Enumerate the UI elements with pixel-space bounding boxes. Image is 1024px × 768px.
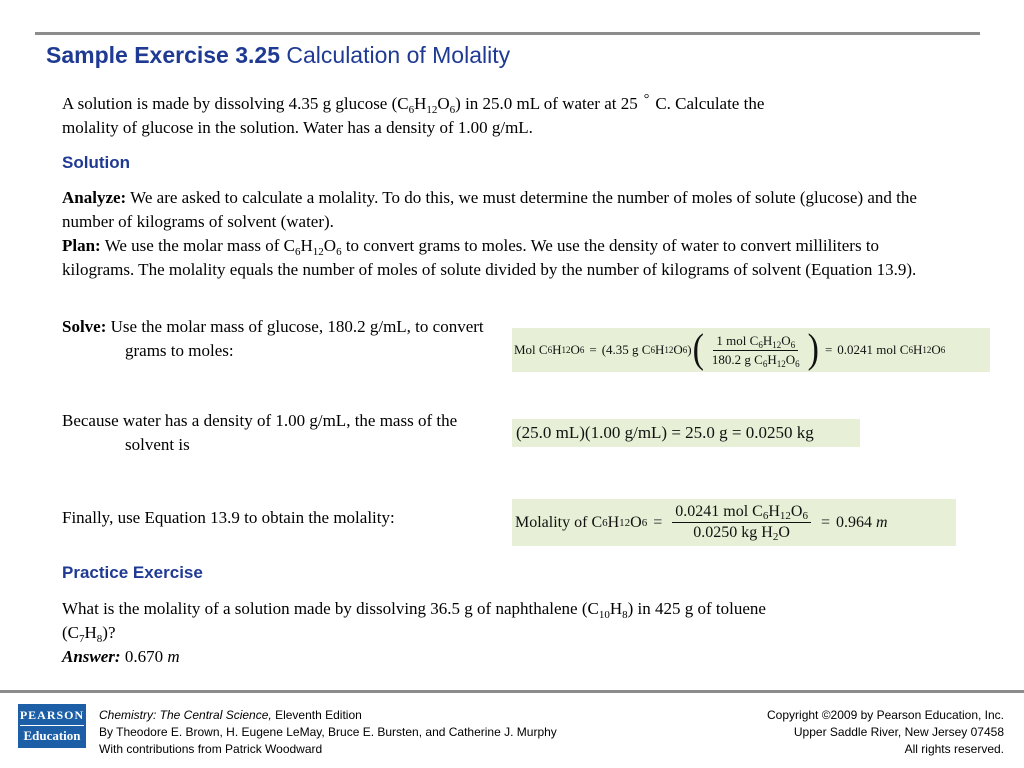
solution-heading: Solution (62, 153, 130, 172)
slide-title (46, 42, 510, 69)
solve-paragraph (62, 315, 502, 363)
practice-text: )? (102, 623, 116, 642)
subscript: 8 (96, 633, 103, 645)
eq-text: Mol C (514, 342, 548, 357)
copyright-line: Copyright ©2009 by Pearson Education, Inc. (767, 708, 1004, 722)
equals-sign: = (824, 342, 833, 357)
answer-unit: m (167, 647, 180, 666)
subscript: 6 (336, 246, 342, 258)
plan-label: Plan: (62, 236, 101, 255)
plan-text: H (300, 236, 313, 255)
subscript: 12 (312, 246, 324, 258)
subscript: 6 (295, 246, 301, 258)
logo-text-bottom: Education (23, 728, 81, 743)
equals-sign: = (820, 513, 830, 531)
eq-text: O (673, 342, 683, 357)
analyze-label: Analyze: (62, 188, 127, 207)
molality-paragraph: Finally, use Equation 13.9 to obtain the molality: (62, 508, 395, 527)
subscript: 7 (79, 633, 85, 645)
eq-text: O (570, 342, 580, 357)
solve-text: Use the molar mass of glucose, 180.2 g/mL, to convert grams to moles: (110, 317, 484, 360)
conversion-fraction (709, 333, 803, 368)
publisher-address: Upper Saddle River, New Jersey 07458 (793, 725, 1004, 739)
equation-solvent-mass (512, 419, 860, 447)
molality-fraction (672, 503, 811, 542)
problem-text-line2: molality of glucose in the solution. Water has a density of 1.00 g/mL. (62, 118, 533, 137)
book-title: Chemistry: The Central Science, (99, 708, 272, 722)
rights-reserved: All rights reserved. (904, 742, 1004, 756)
equals-sign: = (589, 342, 597, 357)
fraction-denominator: 0.0250 kg H2O (693, 524, 790, 543)
eq-text: ) (687, 342, 692, 357)
practice-text: H (609, 599, 623, 618)
degree-symbol: ° (643, 92, 650, 107)
practice-text: What is the molality of a solution made by dissolving 36.5 g of naphthalene (C (62, 599, 599, 618)
right-paren: ) (807, 327, 819, 372)
book-authors: By Theodore E. Brown, H. Eugene LeMay, Bruce E. Bursten, and Catherine J. Murphy (99, 725, 557, 739)
subscript: 6 (449, 104, 456, 116)
equation-moles-glucose: Mol C 6 H 12 O 6 = (4.35 g C 6 H 12 O 6 ) ( $\frac{1 mol C_6H_{12}O_6}{180.2 g C_6H_{12}O_6}$ ) = 0.0241 mol C 6 H 12 O 6 (512, 328, 990, 372)
book-contributions: With contributions from Patrick Woodward (99, 742, 323, 756)
plan-paragraph (62, 234, 932, 282)
top-divider (35, 32, 980, 35)
eq-result: 0.0241 mol C (837, 342, 909, 357)
problem-text: O (437, 94, 450, 113)
eq-text: H (607, 513, 620, 531)
subscript: 8 (622, 609, 628, 621)
answer-label: Answer: (62, 647, 121, 666)
practice-heading: Practice Exercise (62, 563, 203, 582)
left-paren: ( (692, 327, 704, 372)
problem-text: H (414, 94, 427, 113)
pearson-education-logo (18, 704, 86, 748)
eq-text: O (931, 342, 941, 357)
analyze-text: We are asked to calculate a molality. To do this, we must determine the number of moles of solute (glucose) and the number of kilograms of solvent (water). (62, 188, 917, 231)
eq-text: H (912, 342, 923, 357)
problem-text: ) in 25.0 mL of water at 25 (455, 94, 638, 113)
logo-text-top: PEARSON (20, 708, 84, 726)
problem-text: C. Calculate the (655, 94, 765, 113)
plan-text: O (323, 236, 337, 255)
eq-text: (25.0 mL)(1.00 g/mL) = 25.0 g = 0.0250 kg (516, 423, 814, 442)
fraction-numerator: 0.0241 mol C6H12O6 (672, 503, 811, 523)
solve-label: Solve: (62, 317, 107, 336)
equals-sign: = (653, 513, 663, 531)
practice-answer (62, 645, 942, 669)
practice-question (62, 597, 942, 669)
density-paragraph: Because water has a density of 1.00 g/mL, the mass of the solvent is (62, 411, 458, 454)
eq-result: 0.964 (835, 513, 872, 531)
subscript: 12 (426, 104, 438, 116)
subscript: 10 (598, 609, 610, 621)
book-credits (99, 707, 557, 758)
title-topic: Calculation of Molality (286, 42, 511, 68)
practice-text: (C (62, 623, 79, 642)
bottom-divider (0, 690, 1024, 693)
subscript: 6 (408, 104, 415, 116)
analyze-plan-block (62, 186, 932, 282)
practice-text: ) in 425 g of toluene (627, 599, 766, 618)
eq-text: Molality of C (515, 513, 603, 531)
book-edition: Eleventh Edition (275, 708, 362, 722)
equation-molality: Molality of C 6 H 12 O 6 = $\frac{\text{0.0241 mol C6H12O6}}{\text{0.0250 kg H2O}}$ = 0.964 m (512, 499, 956, 546)
eq-text: H (552, 342, 562, 357)
answer-value: 0.670 (124, 647, 164, 666)
eq-text: (4.35 g C (601, 342, 651, 357)
copyright-notice (767, 707, 1004, 758)
plan-text: We use the molar mass of C (104, 236, 295, 255)
fraction-numerator: 1 mol $C_6H_{12}O_6$ (713, 333, 798, 351)
plan-text: to convert grams to moles. We use the density of water to convert milliliters to kilograms. The molality equals the number of moles of solute divided by the number of kilograms of solvent (Equation 13.9). (62, 236, 917, 279)
molality-unit: m (875, 513, 888, 531)
analyze-paragraph (62, 186, 932, 234)
practice-text: H (84, 623, 97, 642)
problem-text: A solution is made by dissolving 4.35 g glucose (C (62, 94, 409, 113)
eq-text: O (630, 513, 642, 531)
problem-statement (62, 92, 942, 140)
fraction-denominator: 180.2 g $C_6H_{12}O_6$ (711, 351, 800, 369)
title-exercise-number: Sample Exercise 3.25 (46, 42, 280, 68)
eq-text: H (654, 342, 665, 357)
